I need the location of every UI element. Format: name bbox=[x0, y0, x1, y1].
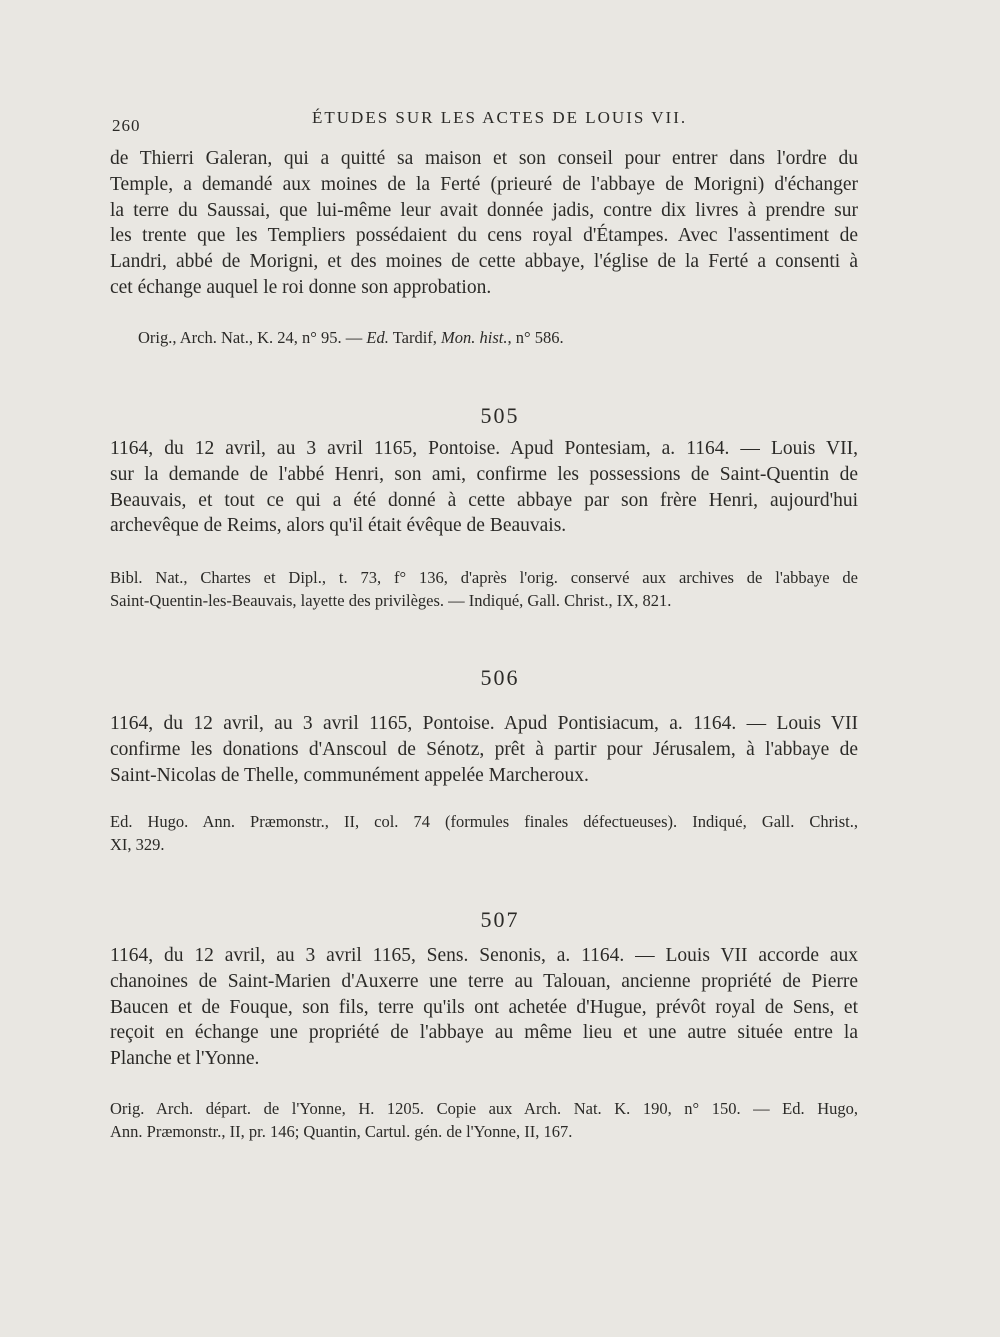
source-line: Bibl. Nat., Chartes et Dipl., t. 73, f° 136, d'après l'orig. conservé aux archives de l'abbaye de bbox=[110, 568, 858, 587]
source-line: XI, 329. bbox=[110, 834, 165, 854]
text-line: confirme les donations d'Anscoul de Sénotz, prêt à partir pour Jérusalem, à l'abbaye de bbox=[110, 738, 858, 760]
continuation-source bbox=[138, 327, 886, 350]
text-line: cet échange auquel le roi donne son approbation. bbox=[110, 276, 492, 298]
source-line: Ann. Præmonstr., II, pr. 146; Quantin, Cartul. gén. de l'Yonne, II, 167. bbox=[110, 1121, 573, 1141]
entry-507-text bbox=[110, 943, 858, 1072]
continuation-paragraph bbox=[110, 146, 858, 301]
page-header bbox=[112, 108, 872, 138]
entry-506-text bbox=[110, 711, 858, 788]
source-text: , n° 586. bbox=[507, 328, 564, 347]
entry-number-505: 505 bbox=[480, 403, 520, 428]
text-line: 1164, du 12 avril, au 3 avril 1165, Pontoise. Apud Pontesiam, a. 1164. — Louis VII, bbox=[110, 438, 858, 459]
text-line: de Thierri Galeran, qui a quitté sa maison et son conseil pour entrer dans l'ordre du bbox=[110, 148, 858, 169]
text-line: Beauvais, et tout ce qui a été donné à cette abbaye par son frère Henri, aujourd'hui bbox=[110, 489, 858, 511]
entry-506-source bbox=[110, 811, 858, 856]
text-line: Temple, a demandé aux moines de la Ferté (prieuré de l'abbaye de Morigni) d'échanger bbox=[110, 173, 858, 195]
text-line: Landri, abbé de Morigni, et des moines de cette abbaye, l'église de la Ferté a consenti à bbox=[110, 251, 858, 273]
entry-505-text bbox=[110, 436, 858, 539]
entry-number-507: 507 bbox=[480, 907, 520, 932]
text-line: chanoines de Saint-Marien d'Auxerre une terre au Talouan, ancienne propriété de Pierre bbox=[110, 970, 858, 992]
text-line: Planche et l'Yonne. bbox=[110, 1048, 260, 1070]
text-line: sur la demande de l'abbé Henri, son ami, confirme les possessions de Saint-Quentin de bbox=[110, 463, 858, 485]
text-line: archevêque de Reims, alors qu'il était évêque de Beauvais. bbox=[110, 515, 567, 537]
entry-505-source bbox=[110, 567, 858, 612]
text-line: 1164, du 12 avril, au 3 avril 1165, Pontoise. Apud Pontisiacum, a. 1164. — Louis VII bbox=[110, 713, 858, 734]
source-line: Saint-Quentin-les-Beauvais, layette des privilèges. — Indiqué, Gall. Christ., IX, 821. bbox=[110, 590, 672, 610]
page-number: 260 bbox=[112, 116, 141, 135]
source-italic: Mon. hist. bbox=[441, 328, 508, 347]
entry-507-source bbox=[110, 1098, 858, 1143]
source-italic: Ed. bbox=[366, 328, 389, 347]
text-line: 1164, du 12 avril, au 3 avril 1165, Sens. Senonis, a. 1164. — Louis VII accorde aux bbox=[110, 945, 858, 966]
source-text: Orig., Arch. Nat., K. 24, n° 95. — bbox=[138, 328, 367, 347]
text-line: les trente que les Templiers possédaient du cens royal d'Étampes. Avec l'assentiment de bbox=[110, 225, 858, 247]
source-text: Tardif, bbox=[388, 328, 442, 347]
text-line: Saint-Nicolas de Thelle, communément appelée Marcheroux. bbox=[110, 764, 589, 786]
source-line: Ed. Hugo. Ann. Præmonstr., II, col. 74 (formules finales défectueuses). Indiqué, Gall. Christ., bbox=[110, 812, 858, 831]
text-line: Baucen et de Fouque, son fils, terre qu'ils ont achetée d'Hugue, prévôt royal de Sens, et bbox=[110, 996, 858, 1018]
entry-number-506: 506 bbox=[480, 665, 520, 690]
source-line: Orig. Arch. départ. de l'Yonne, H. 1205. Copie aux Arch. Nat. K. 190, n° 150. — Ed. Hugo, bbox=[110, 1099, 858, 1118]
running-title: ÉTUDES SUR LES ACTES DE LOUIS VII. bbox=[312, 108, 688, 127]
text-line: la terre du Saussai, que lui-même leur avait donnée jadis, contre dix livres à prendre sur bbox=[110, 199, 858, 221]
text-line: reçoit en échange une propriété de l'abbaye au même lieu et une autre située entre la bbox=[110, 1022, 858, 1044]
